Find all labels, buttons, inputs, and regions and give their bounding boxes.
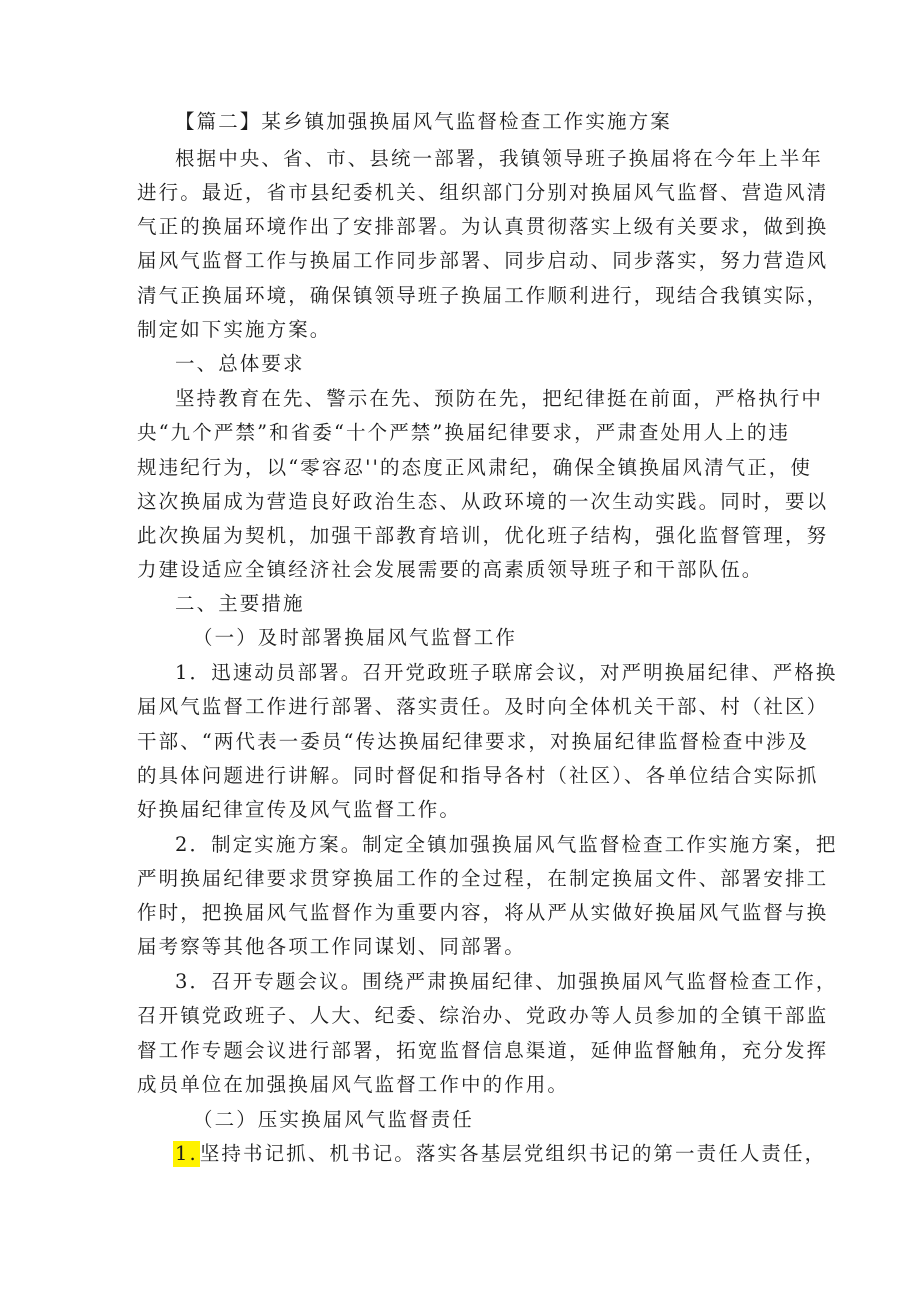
paragraph-line: 制定如下实施方案。 bbox=[137, 318, 332, 341]
section-heading: 二、主要措施 bbox=[175, 592, 305, 615]
paragraph-line: 气正的换届环境作出了安排部署。为认真贯彻落实上级有关要求，做到换 bbox=[137, 215, 829, 238]
paragraph-line: 规违纪行为，以“零容忍''的态度正风肃纪，确保全镇换届风清气正，使 bbox=[137, 456, 812, 479]
paragraph-line: 根据中央、省、市、县统一部署，我镇领导班子换届将在今年上半年 bbox=[175, 147, 824, 170]
paragraph-line: 好换届纪律宣传及风气监督工作。 bbox=[137, 798, 462, 821]
paragraph-line: 届风气监督工作与换届工作同步部署、同步启动、同步落实，努力营造风 bbox=[137, 249, 829, 272]
paragraph-line: 届考察等其他各项工作同谋划、同部署。 bbox=[137, 935, 526, 958]
paragraph-line: 坚持教育在先、警示在先、预防在先，把纪律挺在前面，严格执行中 bbox=[175, 387, 824, 410]
paragraph-line: 此次换届为契机，加强干部教育培训，优化班子结构，强化监督管理，努 bbox=[137, 524, 829, 547]
paragraph-line: 召开镇党政班子、人大、纪委、综治办、党政办等人员参加的全镇干部监 bbox=[137, 1004, 829, 1027]
document-title: 【篇二】某乡镇加强换届风气监督检查工作实施方案 bbox=[175, 110, 672, 133]
paragraph-line: 1．迅速动员部署。召开党政班子联席会议，对严明换届纪律、严格换 bbox=[175, 661, 838, 684]
paragraph-line: 的具体问题进行讲解。同时督促和指导各村（社区）、各单位结合实际抓 bbox=[137, 764, 819, 787]
paragraph-line-text: 坚持书记抓、机书记。落实各基层党组织书记的第一责任人责任， bbox=[199, 1142, 827, 1165]
section-heading: 一、总体要求 bbox=[175, 352, 305, 375]
paragraph-line: 作时，把换届风气监督作为重要内容，将从严从实做好换届风气监督与换 bbox=[137, 901, 829, 924]
paragraph-line: 督工作专题会议进行部署，拓宽监督信息渠道，延伸监督触角，充分发挥 bbox=[137, 1039, 829, 1062]
paragraph-line: 成员单位在加强换届风气监督工作中的作用。 bbox=[137, 1073, 570, 1096]
paragraph-line bbox=[175, 1141, 826, 1167]
paragraph-line: 届风气监督工作进行部署、落实责任。及时向全体机关干部、村（社区） bbox=[137, 695, 829, 718]
highlighted-number: 1. bbox=[175, 1142, 198, 1165]
paragraph-line: 清气正换届环境，确保镇领导班子换届工作顺利进行，现结合我镇实际， bbox=[137, 284, 829, 307]
paragraph-line: 力建设适应全镇经济社会发展需要的高素质领导班子和干部队伍。 bbox=[137, 558, 764, 581]
paragraph-line: 进行。最近，省市县纪委机关、组织部门分别对换届风气监督、营造风清 bbox=[137, 181, 829, 204]
paragraph-line: 干部、“两代表一委员“传达换届纪律要求，对换届纪律监督检查中涉及 bbox=[137, 730, 810, 753]
paragraph-line: 2．制定实施方案。制定全镇加强换届风气监督检查工作实施方案，把 bbox=[175, 833, 838, 856]
subsection-heading: （二）压实换届风气监督责任 bbox=[193, 1108, 474, 1131]
paragraph-line: 严明换届纪律要求贯穿换届工作的全过程，在制定换届文件、部署安排工 bbox=[137, 867, 829, 890]
paragraph-line: 央“九个严禁”和省委“十个严禁”换届纪律要求，严肃查处用人上的违 bbox=[137, 421, 791, 444]
paragraph-line: 3．召开专题会议。围绕严肃换届纪律、加强换届风气监督检查工作， bbox=[175, 970, 838, 993]
paragraph-line: 这次换届成为营造良好政治生态、从政环境的一次生动实践。同时，要以 bbox=[137, 490, 829, 513]
subsection-heading: （一）及时部署换届风气监督工作 bbox=[193, 626, 518, 649]
